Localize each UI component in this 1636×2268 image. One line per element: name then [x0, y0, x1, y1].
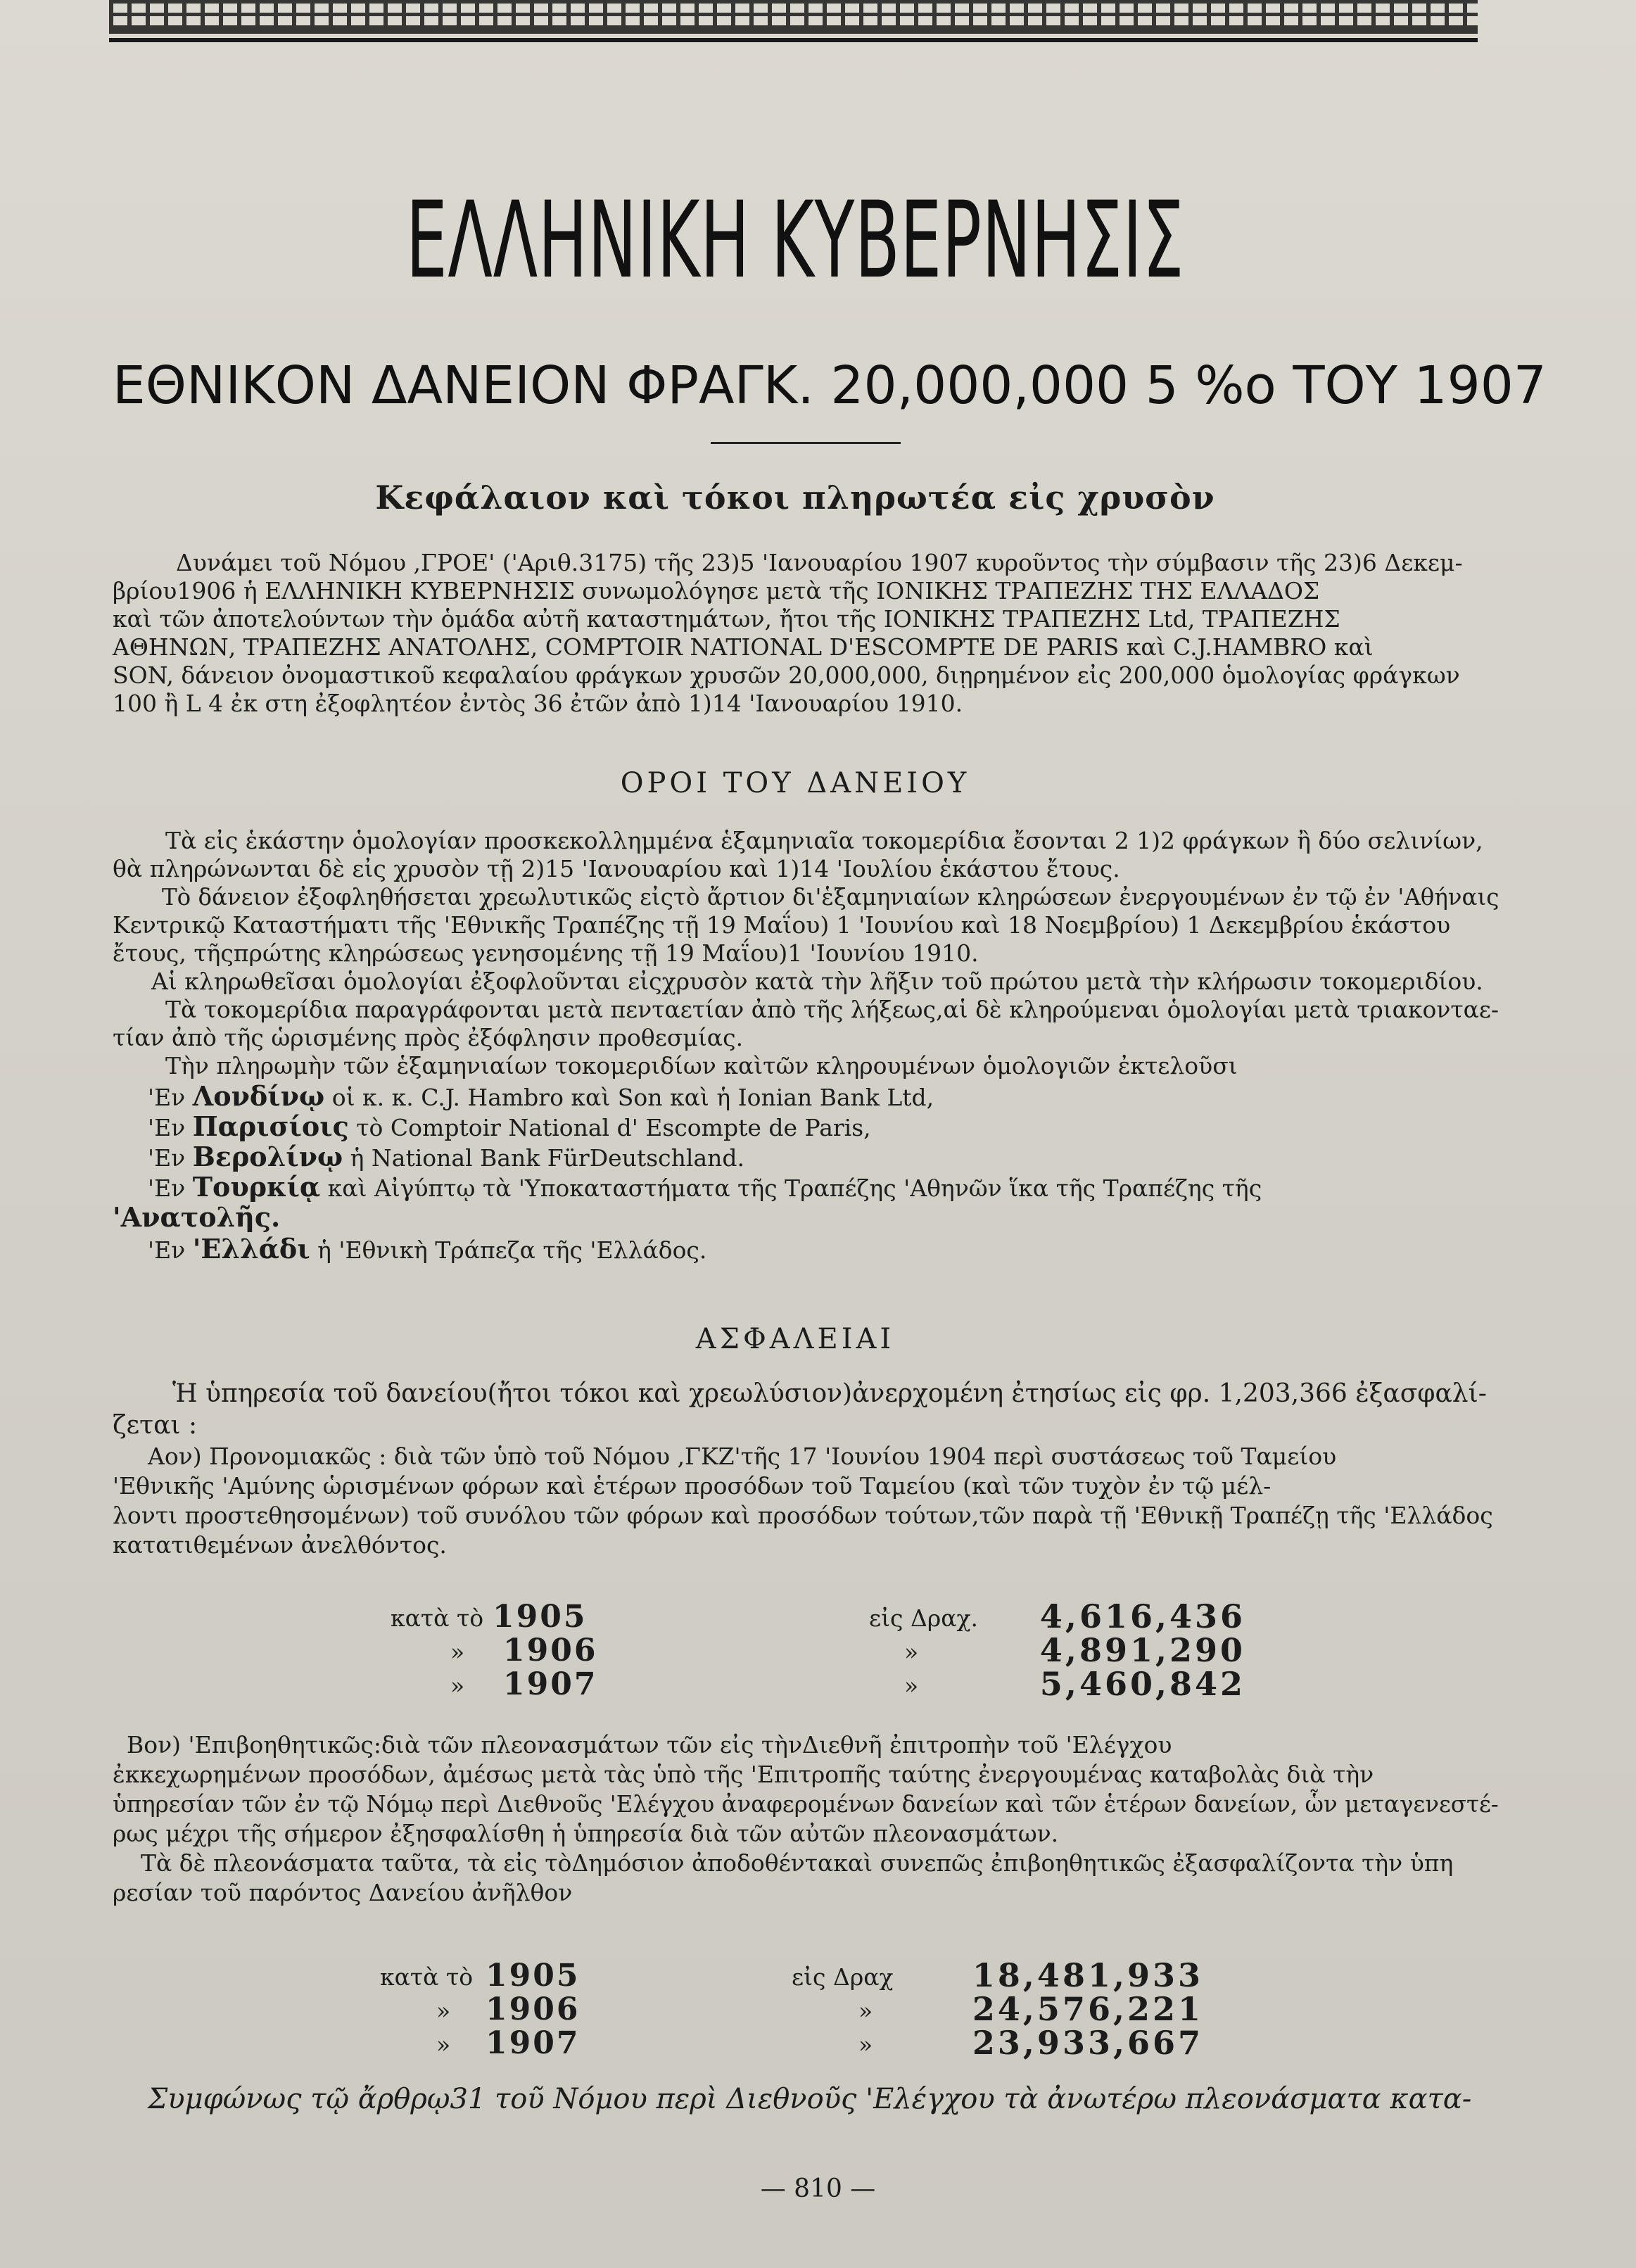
security-line: Ἡ ὑπηρεσία τοῦ δανείου(ἤτοι τόκοι καὶ χρεωλύσιον)ἀνερχομένη ἐτησίως εἰς φρ. 1,203,366 ἐξασφαλί-: [172, 1379, 1487, 1408]
terms-line: Τὴν πληρωμὴν τῶν ἑξαμηνιαίων τοκομεριδίων καὶτῶν κληρουμένων ὁμολογιῶν ἐκτελοῦσι: [165, 1052, 1238, 1079]
table-year: 1905: [493, 1599, 588, 1635]
table-amount: 4,616,436: [1039, 1597, 1245, 1635]
intro-line: καὶ τῶν ἀποτελούντων τὴν ὁμάδα αὐτῆ καταστημάτων, ἤτοι τῆς ΙΟΝΙΚΗΣ ΤΡΑΠΕΖΗΣ Ltd, ΤΡΑΠΕΖΗΣ: [113, 605, 1340, 633]
security-heading: ΑΣΦΑΛΕΙΑΙ: [695, 1323, 895, 1355]
payer-city: Τουρκίᾳ: [192, 1171, 321, 1203]
closing-line: Συμφώνως τῷ ἄρθρῳ31 τοῦ Νόμου περὶ Διεθνοῦς 'Ελέγχου τὰ ἀνωτέρω πλεονάσματα κατα-: [148, 2083, 1472, 2115]
security-b-line: ὑπηρεσίαν τῶν ἐν τῷ Νόμῳ περὶ Διεθνοῦς 'Ελέγχου ἀναφερομένων δανείων καὶ τῶν ἑτέρων δανείων, ὧν μεταγενεστέ-: [113, 1790, 1499, 1818]
payer-city: 'Ελλάδι: [192, 1233, 310, 1265]
intro-line: 100 ἢ L 4 ἐκ στη ἐξοφλητέον ἐντὸς 36 ἐτῶν ἀπὸ 1)14 'Ιανουαρίου 1910.: [113, 690, 963, 717]
payer-city: 'Ανατολῆς.: [113, 1201, 281, 1233]
table-label: »: [436, 2031, 451, 2058]
table-amount: 18,481,933: [972, 1956, 1203, 1994]
payer-city: Βερολίνῳ: [192, 1141, 343, 1172]
table-year: 1906: [486, 1991, 581, 2027]
payer-line: 'Εν 'Ελλάδι ἡ 'Εθνικὴ Τράπεζα τῆς 'Ελλάδος.: [148, 1233, 707, 1265]
table-year: 1907: [486, 2025, 581, 2061]
security-b-line: Τὰ δὲ πλεονάσματα ταῦτα, τὰ εἰς τὸΔημόσιον ἀποδοθέντακαὶ συνεπῶς ἐπιβοηθητικῶς ἐξασφαλίζοντα τὴν ὑπη: [141, 1849, 1454, 1877]
security-b-line: ἐκκεχωρημένων προσόδων, ἀμέσως μετὰ τὰς ὑπὸ τῆς 'Επιτροπῆς ταύτης ἐνεργουμένας καταβολὰς διὰ τὴν: [113, 1761, 1374, 1788]
intro-line: SON, δάνειον ὀνομαστικοῦ κεφαλαίου φράγκων χρυσῶν 20,000,000, διῃρημένον εἰς 200,000 ὁμολογίας φράγκων: [113, 661, 1460, 689]
terms-line: τίαν ἀπὸ τῆς ὡρισμένης πρὸς ἐξόφλησιν προθεσμίας.: [113, 1024, 744, 1051]
intro-line: Δυνάμει τοῦ Νόμου ,ΓΡΟΕ' ('Αριθ.3175) τῆς 23)5 'Ιανουαρίου 1907 κυροῦντος τὴν σύμβασιν τῆς 23)6 Δεκεμ-: [176, 549, 1463, 576]
table-label: κατὰ τὸ: [380, 1963, 474, 1991]
terms-line: Αἱ κληρωθεῖσαι ὁμολογίαι ἐξοφλοῦνται εἰςχρυσὸν κατὰ τὴν λῆξιν τοῦ πρώτου μετὰ τὴν κλήρωσιν τοκομεριδίου.: [151, 968, 1483, 995]
security-a-line: κατατιθεμένων ἀνελθόντος.: [113, 1531, 447, 1559]
table-unit: »: [858, 2031, 873, 2058]
table-year: 1907: [503, 1666, 598, 1702]
terms-line: Τὰ εἰς ἑκάστην ὁμολογίαν προσκεκολλημμένα ἑξαμηνιαῖα τοκομερίδια ἔσονται 2 1)2 φράγκων ἢ δύο σελινίων,: [165, 827, 1483, 854]
table-year: 1905: [486, 1958, 581, 1994]
border-rule: [109, 38, 1478, 42]
document-title: ΕΛΛΗΝΙΚΗ ΚΥΒΕΡΝΗΣΙΣ: [405, 179, 1185, 302]
table-amount: 24,576,221: [972, 1990, 1203, 2028]
divider-rule: [711, 442, 901, 444]
intro-line: βρίου1906 ἡ ΕΛΛΗΝΙΚΗ ΚΥΒΕΡΝΗΣΙΣ συνωμολόγησε μετὰ τῆς ΙΟΝΙΚΗΣ ΤΡΑΠΕΖΗΣ ΤΗΣ ΕΛΛΑΔΟΣ: [113, 577, 1320, 604]
security-b-line: ρεσίαν τοῦ παρόντος Δανείου ἀνῆλθον: [113, 1879, 573, 1906]
payer-line: 'Εν Βερολίνῳ ἡ National Bank FürDeutschland.: [148, 1141, 744, 1172]
greek-key-border: [109, 0, 1478, 34]
security-a-line: Αον) Προνομιακῶς : διὰ τῶν ὑπὸ τοῦ Νόμου ,ΓΚΖ'τῆς 17 'Ιουνίου 1904 περὶ συστάσεως τοῦ Ταμείου: [148, 1443, 1337, 1470]
terms-heading: ΟΡΟΙ ΤΟΥ ΔΑΝΕΙΟΥ: [620, 767, 970, 799]
table-unit: »: [904, 1672, 919, 1699]
intro-line: ΑΘΗΝΩΝ, ΤΡΑΠΕΖΗΣ ΑΝΑΤΟΛΗΣ, COMPTOIR NATIONAL D'ESCOMPTE DE PARIS καὶ C.J.HAMBRO καὶ: [113, 633, 1374, 661]
loan-subtitle: ΕΘΝΙΚΟΝ ΔΑΝΕΙΟΝ ΦΡΑΓΚ. 20,000,000 5 %ο ΤΟΥ 1907: [113, 355, 1547, 416]
payer-city: Λονδίνῳ: [192, 1080, 325, 1112]
page-number: — 810 —: [760, 2174, 876, 2203]
table-year: 1906: [503, 1633, 598, 1668]
payer-line: 'Εν Τουρκίᾳ καὶ Αἰγύπτῳ τὰ 'Υποκαταστήματα τῆς Τραπέζης 'Αθηνῶν ἵκα τῆς Τραπέζης τῆς: [148, 1171, 1262, 1203]
table-amount: 5,460,842: [1039, 1665, 1245, 1703]
payer-city: Παρισίοις: [192, 1110, 349, 1142]
security-line: ζεται :: [113, 1411, 198, 1440]
terms-line: ἔτους, τῆςπρώτης κληρώσεως γενησομένης τῇ 19 Μαΐου)1 'Ιουνίου 1910.: [113, 939, 979, 967]
table-amount: 23,933,667: [972, 2024, 1203, 2062]
table-unit: »: [858, 1997, 873, 2025]
table-label: »: [450, 1638, 465, 1666]
table-label: »: [450, 1672, 465, 1699]
security-b-line: Βον) 'Επιβοηθητικῶς:διὰ τῶν πλεονασμάτων τῶν εἰς τὴνΔιεθνῆ ἐπιτροπὴν τοῦ 'Ελέγχου: [127, 1731, 1172, 1759]
payer-line: 'Εν Λονδίνῳ οἱ κ. κ. C.J. Hambro καὶ Son καὶ ἡ Ionian Bank Ltd,: [148, 1080, 934, 1112]
table-unit: εἰς Δραχ: [792, 1963, 894, 1991]
table-amount: 4,891,290: [1039, 1631, 1245, 1669]
table-unit: »: [904, 1638, 919, 1666]
security-a-line: 'Εθνικῆς 'Αμύνης ὡρισμένων φόρων καὶ ἑτέρων προσόδων τοῦ Ταμείου (καὶ τῶν τυχὸν ἐν τῷ μέλ-: [113, 1472, 1272, 1500]
security-a-line: λοντι προστεθησομένων) τοῦ συνόλου τῶν φόρων καὶ προσόδων τούτων,τῶν παρὰ τῇ 'Εθνικῇ Τραπέζῃ τῆς 'Ελλάδος: [113, 1502, 1493, 1529]
security-b-line: ρως μέχρι τῆς σήμερον ἐξησφαλίσθη ἡ ὑπηρεσία διὰ τῶν αὐτῶν πλεονασμάτων.: [113, 1820, 1059, 1847]
terms-line: Τὸ δάνειον ἐξοφληθήσεται χρεωλυτικῶς εἰςτὸ ἄρτιον δι'ἑξαμηνιαίων κληρώσεων ἐνεργουμένων ἐν τῷ ἐν 'Αθήναις: [162, 883, 1499, 911]
payer-line: [113, 1201, 280, 1233]
table-unit: εἰς Δραχ.: [869, 1604, 979, 1632]
table-label: κατὰ τὸ: [391, 1604, 484, 1632]
capital-line: Κεφάλαιον καὶ τόκοι πληρωτέα εἰς χρυσὸν: [375, 479, 1215, 517]
terms-line: Τὰ τοκομερίδια παραγράφονται μετὰ πενταετίαν ἀπὸ τῆς λήξεως,αἱ δὲ κληρούμεναι ὁμολογίαι μετὰ τριακονταε-: [165, 996, 1499, 1023]
payer-line: 'Εν Παρισίοις τὸ Comptoir National d' Escompte de Paris,: [148, 1110, 871, 1142]
terms-line: θὰ πληρώνωνται δὲ εἰς χρυσὸν τῇ 2)15 'Ιανουαρίου καὶ 1)14 'Ιουλίου ἑκάστου ἔτους.: [113, 855, 1120, 882]
terms-line: Κεντρικῷ Καταστήματι τῆς 'Εθνικῆς Τραπέζης τῇ 19 Μαΐου) 1 'Ιουνίου καὶ 18 Νοεμβρίου) 1 Δεκεμβρίου ἑκάστου: [113, 911, 1451, 939]
table-label: »: [436, 1997, 451, 2025]
